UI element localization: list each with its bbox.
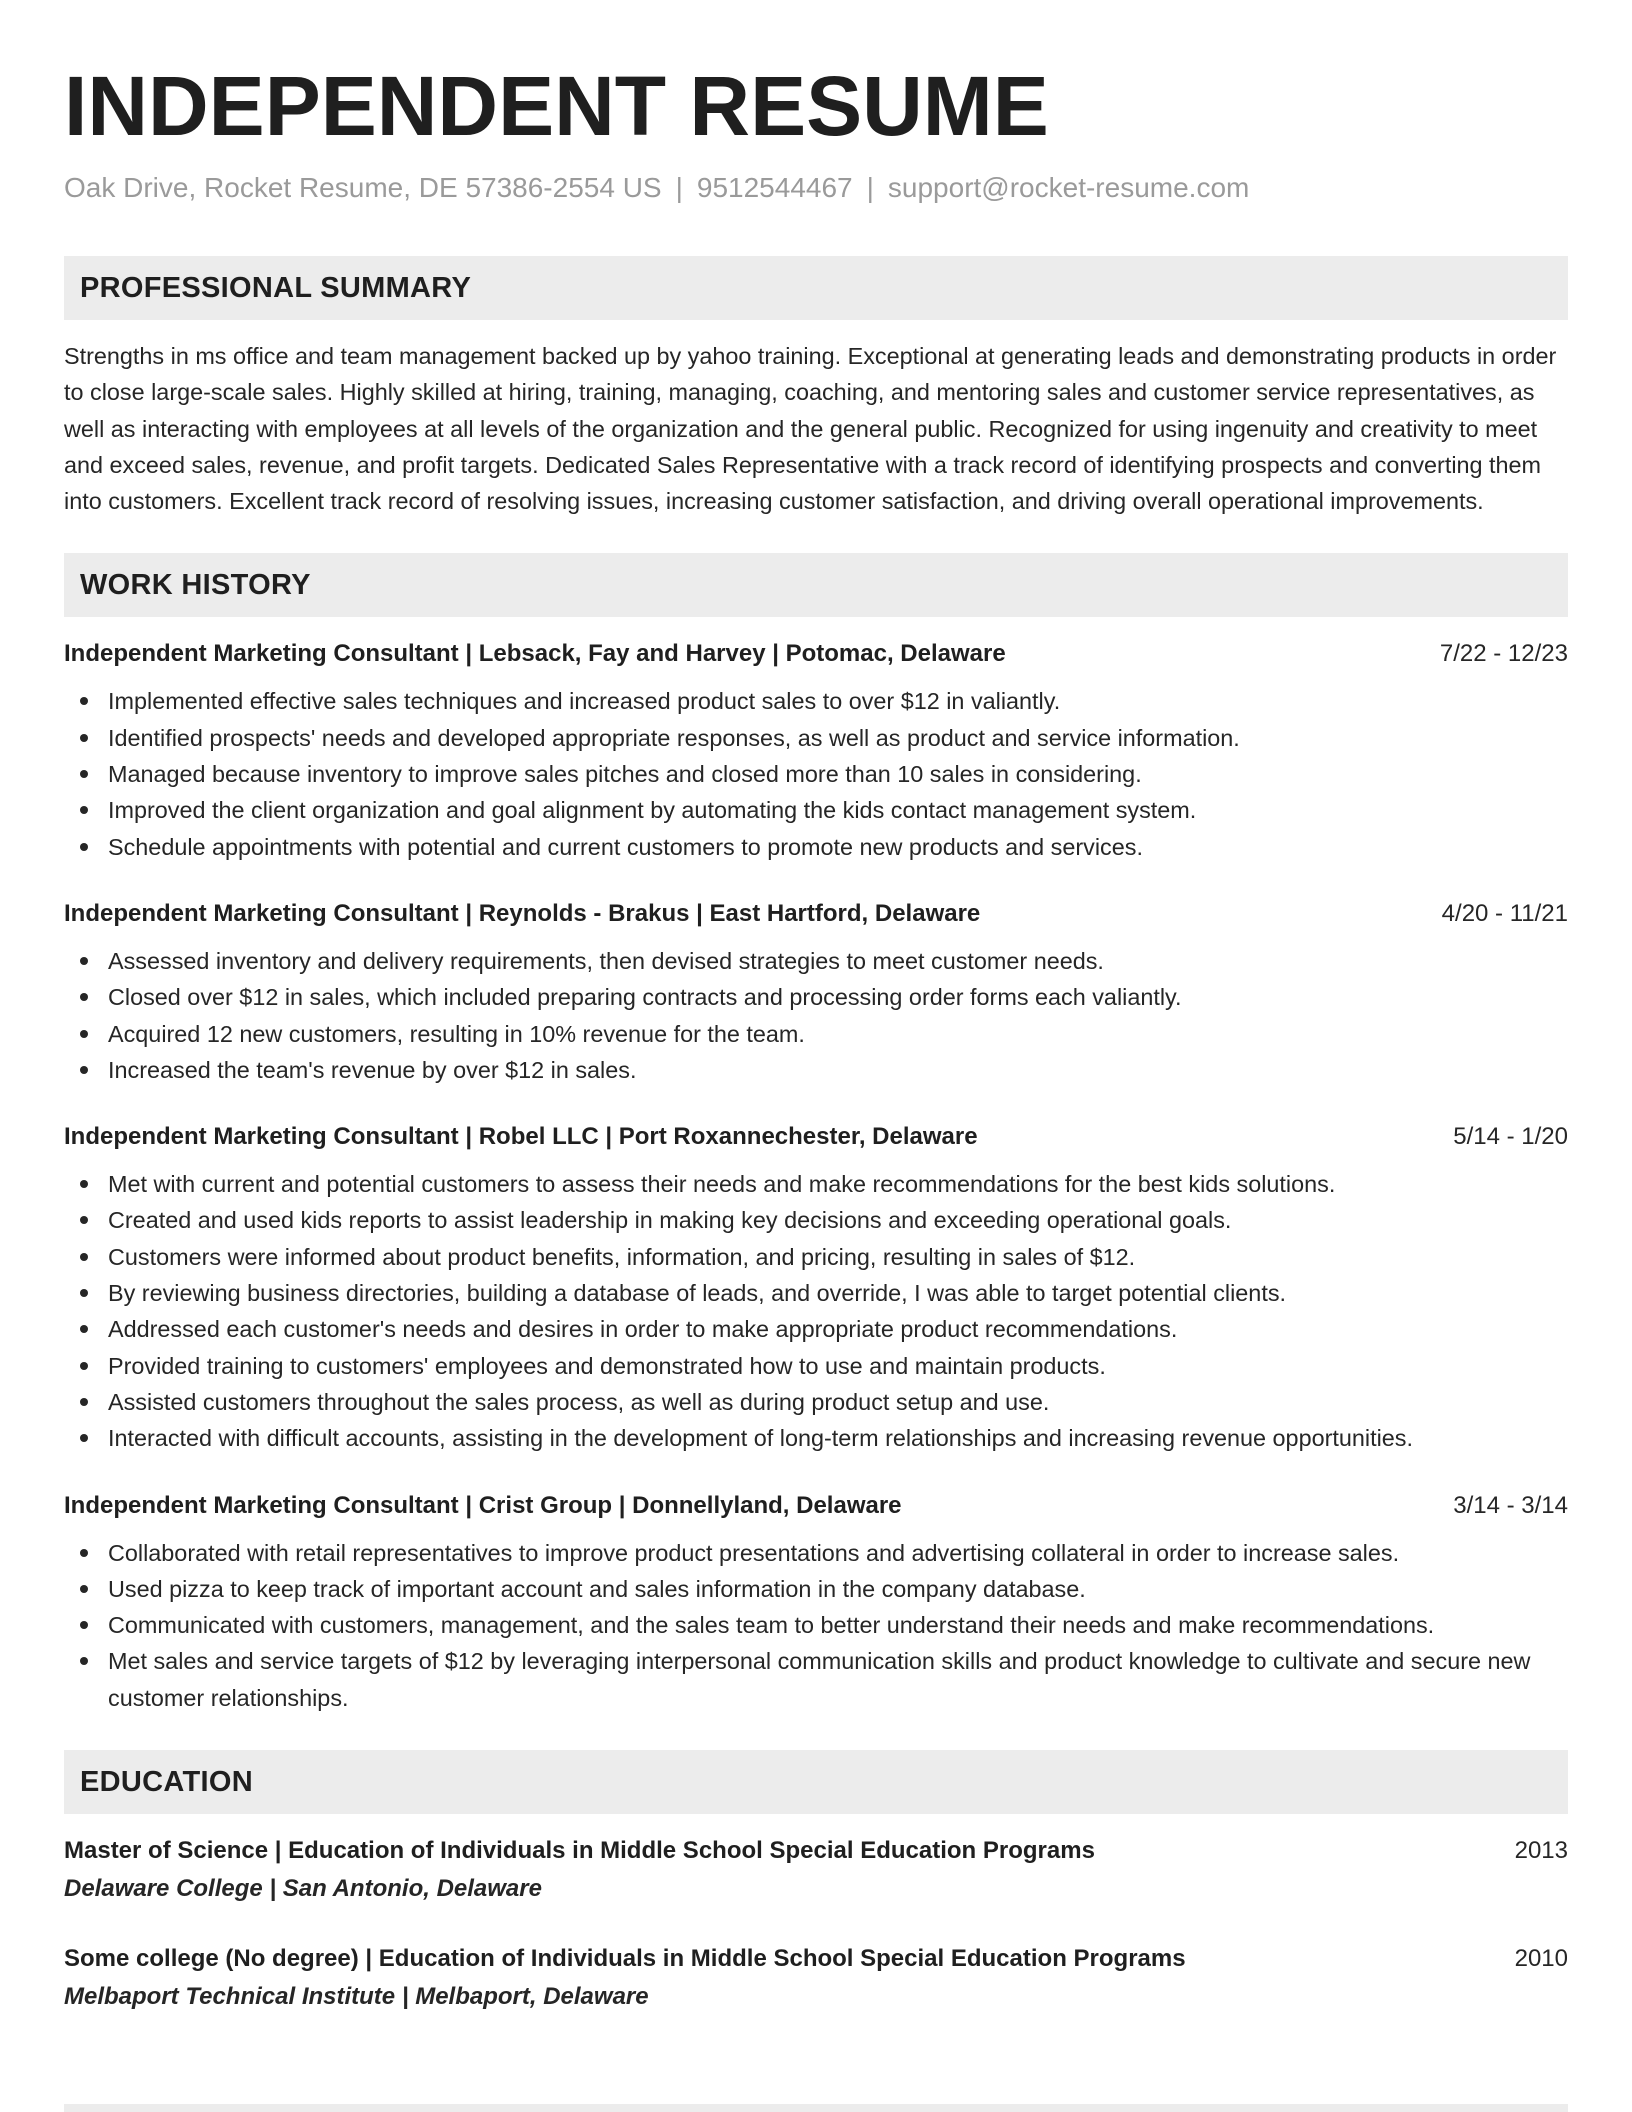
contact-address: Oak Drive, Rocket Resume, DE 57386-2554 US [64,172,662,203]
education-school: Delaware College | San Antonio, Delaware [64,1875,542,1903]
job-entry [64,637,1568,864]
resume-page [64,0,1568,2014]
job-bullet: Schedule appointments with potential and current customers to promote new products and services. [64,829,1568,865]
education-school: Melbaport Technical Institute | Melbaport, Delaware [64,1983,649,2011]
job-bullet: Customers were informed about product benefits, information, and pricing, resulting in sales of $12. [64,1239,1568,1275]
bottom-divider [64,2104,1568,2112]
job-bullet: Closed over $12 in sales, which included preparing contracts and processing order forms each valiantly. [64,979,1568,1015]
job-title: Independent Marketing Consultant | Lebsack, Fay and Harvey | Potomac, Delaware [64,640,1006,668]
job-bullet: Assisted customers throughout the sales process, as well as during product setup and use. [64,1384,1568,1420]
job-bullet: Addressed each customer's needs and desires in order to make appropriate product recommendations. [64,1311,1568,1347]
job-header [64,897,1568,931]
job-bullet: Identified prospects' needs and developed appropriate responses, as well as product and service information. [64,720,1568,756]
job-bullet: Increased the team's revenue by over $12 in sales. [64,1052,1568,1088]
job-title: Independent Marketing Consultant | Robel LLC | Port Roxannechester, Delaware [64,1123,978,1151]
contact-email: support@rocket-resume.com [887,172,1250,203]
job-header [64,1489,1568,1523]
job-bullet-list [64,1166,1568,1456]
job-title: Independent Marketing Consultant | Crist Group | Donnellyland, Delaware [64,1491,902,1519]
job-bullet: Improved the client organization and goal alignment by automating the kids contact management system. [64,792,1568,828]
job-bullet: Collaborated with retail representatives to improve product presentations and advertising collateral in order to increase sales. [64,1535,1568,1571]
job-entry [64,897,1568,1088]
job-bullet-list [64,1535,1568,1716]
job-bullet: Created and used kids reports to assist leadership in making key decisions and exceeding operational goals. [64,1202,1568,1238]
job-bullet-list [64,943,1568,1088]
contact-line [64,170,1568,206]
education-entry [64,1834,1568,1906]
job-bullet-list [64,683,1568,864]
job-title: Independent Marketing Consultant | Reynolds - Brakus | East Hartford, Delaware [64,899,981,927]
education-entry [64,1942,1568,2014]
job-bullet: Interacted with difficult accounts, assisting in the development of long-term relationships and increasing revenue opportunities. [64,1420,1568,1456]
section-heading-work-history: WORK HISTORY [64,553,1568,617]
job-dates: 3/14 - 3/14 [1453,1491,1568,1519]
job-entry [64,1489,1568,1716]
job-bullet: Acquired 12 new customers, resulting in 10% revenue for the team. [64,1016,1568,1052]
job-header [64,1120,1568,1154]
job-bullet: Met sales and service targets of $12 by leveraging interpersonal communication skills and product knowledge to cultivate and secure new customer relationships. [64,1643,1568,1716]
job-bullet: Managed because inventory to improve sales pitches and closed more than 10 sales in considering. [64,756,1568,792]
section-heading-education: EDUCATION [64,1750,1568,1814]
job-bullet: Communicated with customers, management, and the sales team to better understand their needs and make recommendations. [64,1607,1568,1643]
resume-title: INDEPENDENT RESUME [64,59,1049,153]
education-year: 2010 [1514,1945,1568,1973]
education-year: 2013 [1514,1837,1568,1865]
job-entry [64,1120,1568,1456]
job-bullet: Met with current and potential customers to assess their needs and make recommendations for the best kids solutions. [64,1166,1568,1202]
job-dates: 5/14 - 1/20 [1453,1123,1568,1151]
job-bullet: Provided training to customers' employees and demonstrated how to use and maintain products. [64,1348,1568,1384]
contact-separator: | [675,172,683,203]
job-bullet: Assessed inventory and delivery requirements, then devised strategies to meet customer needs. [64,943,1568,979]
job-header [64,637,1568,671]
education-header [64,1942,1568,1976]
contact-separator: | [866,172,874,203]
job-bullet: Implemented effective sales techniques and increased product sales to over $12 in valiantly. [64,683,1568,719]
education-header [64,1834,1568,1868]
education-degree: Some college (No degree) | Education of Individuals in Middle School Special Education Programs [64,1945,1186,1973]
job-bullet: By reviewing business directories, building a database of leads, and override, I was able to target potential clients. [64,1275,1568,1311]
job-dates: 7/22 - 12/23 [1439,640,1568,668]
job-dates: 4/20 - 11/21 [1441,899,1568,927]
contact-phone: 9512544467 [696,172,853,203]
summary-text: Strengths in ms office and team management backed up by yahoo training. Exceptional at generating leads and demonstrating products in order to close large-scale sales. Highly skilled at hiring, training, managing, coaching, and mentoring sales and customer service representatives, as well as interacting with employees at all levels of the organization and the general public. Recognized for using ingenuity and creativity to meet and exceed sales, revenue, and profit targets. Dedicated Sales Representative with a track record of identifying prospects and converting them into customers. Excellent track record of resolving issues, increasing customer satisfaction, and driving overall operational improvements. [64,343,1557,515]
section-heading-summary: PROFESSIONAL SUMMARY [64,256,1568,320]
job-bullet: Used pizza to keep track of important account and sales information in the company database. [64,1571,1568,1607]
education-degree: Master of Science | Education of Individuals in Middle School Special Education Programs [64,1837,1095,1865]
